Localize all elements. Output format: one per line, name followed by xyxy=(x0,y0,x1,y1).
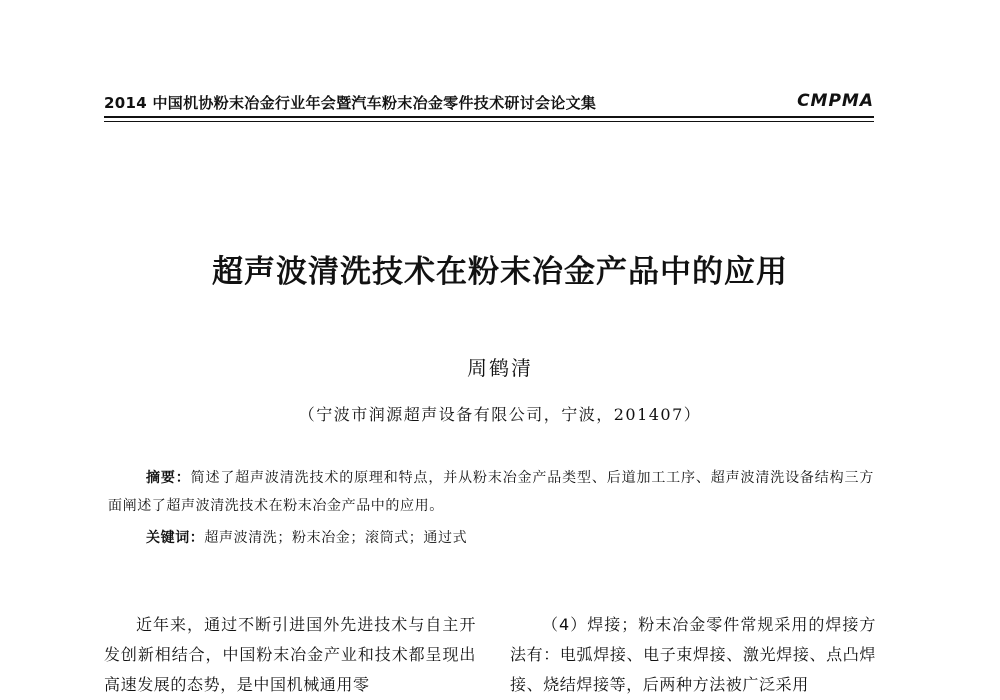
keywords-text: 超声波清洗；粉末冶金；滚筒式；通过式 xyxy=(204,530,468,546)
affiliation: （宁波市润源超声设备有限公司，宁波，201407） xyxy=(298,405,702,424)
right-paragraph: （4）焊接；粉末冶金零件常规采用的焊接方法有：电弧焊接、电子束焊接、激光焊接、点凸焊接、烧结焊接等，后两种方法被广泛采用 xyxy=(510,615,876,694)
abstract xyxy=(108,464,874,520)
header-rule-thick xyxy=(104,116,874,118)
running-header xyxy=(104,92,874,114)
left-paragraph: 近年来，通过不断引进国外先进技术与自主开发创新相结合，中国粉末冶金产业和技术都呈现出高速发展的态势，是中国机械通用零 xyxy=(104,615,476,694)
abstract-text: 简述了超声波清洗技术的原理和特点，并从粉末冶金产品类型、后道加工工序、超声波清洗设备结构三方面阐述了超声波清洗技术在粉末冶金产品中的应用。 xyxy=(108,470,874,514)
header-rule-thin xyxy=(104,121,874,122)
cmpma-logo: CMPMA xyxy=(797,91,874,111)
author-name: 周鹤清 xyxy=(467,356,533,380)
abstract-label: 摘要： xyxy=(146,470,191,486)
body-column-left xyxy=(104,610,476,700)
body-column-right xyxy=(510,610,876,700)
keywords xyxy=(146,527,467,547)
paper-title: 超声波清洗技术在粉末冶金产品中的应用 xyxy=(212,254,788,290)
keywords-label: 关键词： xyxy=(146,530,205,546)
header-text: 2014 中国机协粉末冶金行业年会暨汽车粉末冶金零件技术研讨会论文集 xyxy=(104,94,597,112)
